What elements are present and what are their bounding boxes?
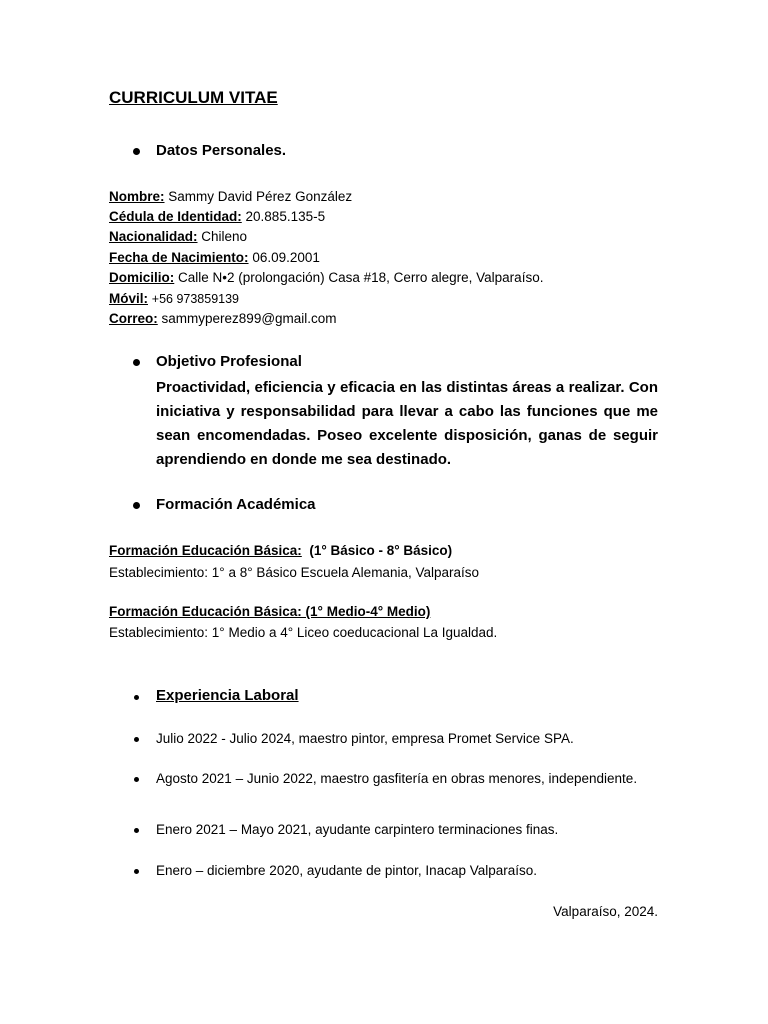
field-label: Nombre: — [109, 189, 165, 204]
list-item: Enero 2021 – Mayo 2021, ayudante carpintero terminaciones finas. — [156, 822, 559, 837]
field-birthdate — [109, 250, 320, 265]
bullet-icon — [133, 148, 140, 155]
education-entry-title: Formación Educación Básica: (1° Básico - 8° Básico) — [109, 543, 453, 558]
bullet-icon — [134, 869, 139, 874]
footer-place-date: Valparaíso, 2024. — [553, 904, 658, 919]
field-label: Móvil: — [109, 291, 148, 306]
objective-text: Proactividad, eficiencia y eficacia en las distintas áreas a realizar. Con iniciativa y responsabilidad para llevar a cabo las funciones que me sean encomendadas. Poseo excelente disposición, ganas de seguir aprendiendo en donde me sea destinado. — [156, 379, 658, 468]
bullet-icon — [134, 737, 139, 742]
field-value: sammyperez899@gmail.com — [161, 311, 337, 326]
list-item: Julio 2022 - Julio 2024, maestro pintor, empresa Promet Service SPA. — [156, 731, 574, 746]
section-heading-experience: Experiencia Laboral — [156, 687, 299, 704]
list-item: Enero – diciembre 2020, ayudante de pintor, Inacap Valparaíso. — [156, 863, 538, 878]
bullet-icon — [134, 695, 139, 700]
field-value: +56 973859139 — [151, 292, 240, 306]
bullet-icon — [134, 777, 139, 782]
section-heading-education: Formación Académica — [156, 496, 316, 513]
bullet-icon — [133, 359, 140, 366]
education-entry-detail: Establecimiento: 1° Medio a 4° Liceo coeducacional La Igualdad. — [109, 625, 498, 640]
bullet-icon — [133, 502, 140, 509]
field-value: 20.885.135-5 — [245, 209, 326, 224]
field-nationality — [109, 229, 247, 244]
field-value: Chileno — [201, 229, 248, 244]
field-id — [109, 209, 325, 224]
field-label: Nacionalidad: — [109, 229, 198, 244]
field-value: Calle N•2 (prolongación) Casa #18, Cerro alegre, Valparaíso. — [178, 270, 544, 285]
list-item: Agosto 2021 – Junio 2022, maestro gasfitería en obras menores, independiente. — [156, 771, 638, 786]
field-label: Cédula de Identidad: — [109, 209, 242, 224]
field-address — [109, 270, 543, 285]
field-email — [109, 311, 337, 326]
field-value: 06.09.2001 — [252, 250, 320, 265]
field-mobile — [109, 291, 239, 306]
field-label: Correo: — [109, 311, 158, 326]
field-value: Sammy David Pérez González — [168, 189, 353, 204]
education-entry-title: Formación Educación Básica: (1° Medio-4° Medio) — [109, 604, 431, 619]
section-heading-objective: Objetivo Profesional — [156, 353, 302, 370]
field-label: Fecha de Nacimiento: — [109, 250, 249, 265]
field-label: Domicilio: — [109, 270, 175, 285]
document-title: CURRICULUM VITAE — [109, 88, 278, 107]
field-name — [109, 189, 352, 204]
bullet-icon — [134, 828, 139, 833]
section-heading-personal: Datos Personales. — [156, 142, 287, 159]
education-entry-detail: Establecimiento: 1° a 8° Básico Escuela Alemania, Valparaíso — [109, 565, 479, 580]
